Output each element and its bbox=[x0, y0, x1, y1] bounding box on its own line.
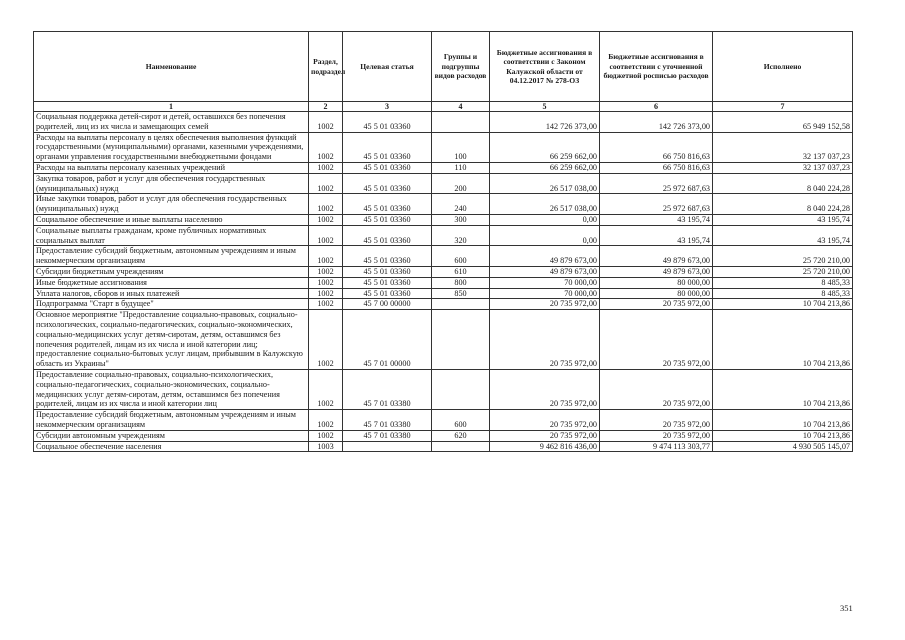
cell-sec: 1002 bbox=[309, 277, 343, 288]
table-row bbox=[34, 299, 853, 310]
cell-exec: 43 195,74 bbox=[713, 225, 853, 246]
cell-exec: 25 720 210,00 bbox=[713, 266, 853, 277]
header-exec: Исполнено bbox=[713, 32, 853, 102]
cell-exec: 8 040 224,28 bbox=[713, 173, 853, 194]
cell-name: Предоставление субсидий бюджетным, автономным учреждениям и иным некоммерческим организациям bbox=[34, 410, 309, 431]
cell-target: 45 5 01 03360 bbox=[343, 194, 432, 215]
cell-law: 142 726 373,00 bbox=[490, 112, 600, 133]
cell-sec: 1002 bbox=[309, 173, 343, 194]
col-number: 5 bbox=[490, 102, 600, 112]
cell-name: Уплата налогов, сборов и иных платежей bbox=[34, 288, 309, 299]
cell-sec: 1002 bbox=[309, 410, 343, 431]
cell-name: Иные закупки товаров, работ и услуг для обеспечения государственных (муниципальных) нужд bbox=[34, 194, 309, 215]
cell-law: 66 259 662,00 bbox=[490, 132, 600, 162]
table-row bbox=[34, 132, 853, 162]
cell-grp: 320 bbox=[432, 225, 490, 246]
cell-exec: 10 704 213,86 bbox=[713, 299, 853, 310]
table-row bbox=[34, 112, 853, 133]
header-section: Раздел, подраздел bbox=[309, 32, 343, 102]
cell-target: 45 5 01 03360 bbox=[343, 112, 432, 133]
cell-law: 70 000,00 bbox=[490, 288, 600, 299]
cell-target: 45 5 01 03360 bbox=[343, 246, 432, 267]
cell-law: 26 517 038,00 bbox=[490, 194, 600, 215]
cell-grp: 600 bbox=[432, 246, 490, 267]
cell-target bbox=[343, 441, 432, 452]
cell-grp: 850 bbox=[432, 288, 490, 299]
cell-target: 45 5 01 03360 bbox=[343, 288, 432, 299]
cell-exec: 8 485,33 bbox=[713, 288, 853, 299]
cell-target: 45 7 01 03380 bbox=[343, 430, 432, 441]
cell-name: Социальные выплаты гражданам, кроме публичных нормативных социальных выплат bbox=[34, 225, 309, 246]
table-row bbox=[34, 173, 853, 194]
col-number: 2 bbox=[309, 102, 343, 112]
cell-name: Расходы на выплаты персоналу в целях обеспечения выполнения функций государственными (муниципальными) органами, казенными учреждениями, органами управления государственными внебюджетными фондами bbox=[34, 132, 309, 162]
cell-refined: 43 195,74 bbox=[600, 214, 713, 225]
cell-sec: 1002 bbox=[309, 288, 343, 299]
cell-name: Закупка товаров, работ и услуг для обеспечения государственных (муниципальных) нужд bbox=[34, 173, 309, 194]
col-number: 4 bbox=[432, 102, 490, 112]
cell-exec: 65 949 152,58 bbox=[713, 112, 853, 133]
table-row bbox=[34, 410, 853, 431]
table-row bbox=[34, 246, 853, 267]
cell-exec: 25 720 210,00 bbox=[713, 246, 853, 267]
page-number: 351 bbox=[840, 603, 853, 613]
cell-exec: 10 704 213,86 bbox=[713, 430, 853, 441]
cell-refined: 142 726 373,00 bbox=[600, 112, 713, 133]
table-row bbox=[34, 266, 853, 277]
table-row bbox=[34, 194, 853, 215]
table-row bbox=[34, 369, 853, 409]
table-row bbox=[34, 441, 853, 452]
cell-grp bbox=[432, 369, 490, 409]
cell-target: 45 5 01 03360 bbox=[343, 266, 432, 277]
table-row bbox=[34, 162, 853, 173]
cell-law: 20 735 972,00 bbox=[490, 369, 600, 409]
cell-exec: 10 704 213,86 bbox=[713, 410, 853, 431]
header-refined: Бюджетные ассигнования в соответствии с уточненной бюджетной росписью расходов bbox=[600, 32, 713, 102]
cell-sec: 1002 bbox=[309, 266, 343, 277]
cell-law: 20 735 972,00 bbox=[490, 430, 600, 441]
cell-refined: 9 474 113 303,77 bbox=[600, 441, 713, 452]
cell-refined: 66 750 816,63 bbox=[600, 132, 713, 162]
cell-grp: 110 bbox=[432, 162, 490, 173]
cell-sec: 1002 bbox=[309, 225, 343, 246]
table-row bbox=[34, 225, 853, 246]
cell-grp: 300 bbox=[432, 214, 490, 225]
header-groups: Группы и подгруппы видов расходов bbox=[432, 32, 490, 102]
cell-law: 9 462 816 436,00 bbox=[490, 441, 600, 452]
cell-name: Субсидии бюджетным учреждениям bbox=[34, 266, 309, 277]
cell-name: Подпрограмма "Старт в будущее" bbox=[34, 299, 309, 310]
table-body bbox=[34, 112, 853, 452]
cell-law: 66 259 662,00 bbox=[490, 162, 600, 173]
cell-name: Предоставление субсидий бюджетным, автономным учреждениям и иным некоммерческим организациям bbox=[34, 246, 309, 267]
cell-grp: 610 bbox=[432, 266, 490, 277]
cell-grp bbox=[432, 310, 490, 370]
cell-target: 45 5 01 03360 bbox=[343, 173, 432, 194]
cell-sec: 1002 bbox=[309, 246, 343, 267]
cell-exec: 8 485,33 bbox=[713, 277, 853, 288]
cell-grp: 240 bbox=[432, 194, 490, 215]
cell-target: 45 7 00 00000 bbox=[343, 299, 432, 310]
cell-sec: 1002 bbox=[309, 132, 343, 162]
budget-table bbox=[33, 31, 853, 452]
cell-law: 20 735 972,00 bbox=[490, 299, 600, 310]
cell-refined: 25 972 687,63 bbox=[600, 194, 713, 215]
cell-exec: 10 704 213,86 bbox=[713, 369, 853, 409]
cell-target: 45 5 01 03360 bbox=[343, 214, 432, 225]
cell-refined: 49 879 673,00 bbox=[600, 246, 713, 267]
cell-name: Социальное обеспечение и иные выплаты населению bbox=[34, 214, 309, 225]
cell-law: 70 000,00 bbox=[490, 277, 600, 288]
table-row bbox=[34, 288, 853, 299]
cell-refined: 20 735 972,00 bbox=[600, 310, 713, 370]
cell-sec: 1002 bbox=[309, 214, 343, 225]
cell-target: 45 7 01 03380 bbox=[343, 369, 432, 409]
cell-refined: 43 195,74 bbox=[600, 225, 713, 246]
table-row bbox=[34, 214, 853, 225]
cell-grp: 600 bbox=[432, 410, 490, 431]
header-law: Бюджетные ассигнования в соответствии с Законом Калужской области от 04.12.2017 № 278-ОЗ bbox=[490, 32, 600, 102]
cell-exec: 10 704 213,86 bbox=[713, 310, 853, 370]
cell-refined: 80 000,00 bbox=[600, 288, 713, 299]
cell-grp: 100 bbox=[432, 132, 490, 162]
cell-refined: 20 735 972,00 bbox=[600, 430, 713, 441]
cell-sec: 1002 bbox=[309, 430, 343, 441]
cell-law: 49 879 673,00 bbox=[490, 266, 600, 277]
cell-name: Основное мероприятие "Предоставление социально-правовых, социально-психологических, социально-педагогических, социально-экономических, социально-медицинских услуг детям-сиротам, детям, оставшимся без попечения родителей, лицам из их числа и иной категории лиц; предоставление социально-бытовых услуг лицам, прибывшим в Калужскую область из Украины" bbox=[34, 310, 309, 370]
cell-sec: 1002 bbox=[309, 162, 343, 173]
cell-name: Предоставление социально-правовых, социально-психологических, социально-педагогических, социально-экономических, социально-медицинских услуг детям-сиротам, детям, оставшимся без попечения родителей, лицам из их числа и иной категории лиц bbox=[34, 369, 309, 409]
cell-law: 20 735 972,00 bbox=[490, 310, 600, 370]
col-number: 6 bbox=[600, 102, 713, 112]
cell-grp bbox=[432, 299, 490, 310]
cell-refined: 80 000,00 bbox=[600, 277, 713, 288]
cell-law: 20 735 972,00 bbox=[490, 410, 600, 431]
header-target: Целевая статья bbox=[343, 32, 432, 102]
cell-target: 45 7 01 03380 bbox=[343, 410, 432, 431]
cell-sec: 1002 bbox=[309, 112, 343, 133]
cell-law: 49 879 673,00 bbox=[490, 246, 600, 267]
table-row bbox=[34, 277, 853, 288]
cell-target: 45 5 01 03360 bbox=[343, 225, 432, 246]
cell-target: 45 5 01 03360 bbox=[343, 132, 432, 162]
cell-refined: 66 750 816,63 bbox=[600, 162, 713, 173]
cell-target: 45 5 01 03360 bbox=[343, 277, 432, 288]
cell-refined: 49 879 673,00 bbox=[600, 266, 713, 277]
cell-target: 45 5 01 03360 bbox=[343, 162, 432, 173]
table-row bbox=[34, 310, 853, 370]
table-row bbox=[34, 430, 853, 441]
cell-target: 45 7 01 00000 bbox=[343, 310, 432, 370]
cell-name: Субсидии автономным учреждениям bbox=[34, 430, 309, 441]
cell-sec: 1002 bbox=[309, 369, 343, 409]
cell-refined: 20 735 972,00 bbox=[600, 369, 713, 409]
cell-exec: 32 137 037,23 bbox=[713, 162, 853, 173]
cell-exec: 8 040 224,28 bbox=[713, 194, 853, 215]
col-number: 3 bbox=[343, 102, 432, 112]
cell-name: Социальная поддержка детей-сирот и детей, оставшихся без попечения родителей, лиц из их числа и замещающих семей bbox=[34, 112, 309, 133]
cell-name: Социальное обеспечение населения bbox=[34, 441, 309, 452]
cell-name: Иные бюджетные ассигнования bbox=[34, 277, 309, 288]
cell-exec: 32 137 037,23 bbox=[713, 132, 853, 162]
cell-exec: 4 930 505 145,07 bbox=[713, 441, 853, 452]
cell-refined: 20 735 972,00 bbox=[600, 410, 713, 431]
cell-grp: 200 bbox=[432, 173, 490, 194]
cell-refined: 20 735 972,00 bbox=[600, 299, 713, 310]
cell-law: 26 517 038,00 bbox=[490, 173, 600, 194]
col-number: 7 bbox=[713, 102, 853, 112]
cell-name: Расходы на выплаты персоналу казенных учреждений bbox=[34, 162, 309, 173]
header-name: Наименование bbox=[34, 32, 309, 102]
cell-grp bbox=[432, 112, 490, 133]
cell-law: 0,00 bbox=[490, 225, 600, 246]
cell-exec: 43 195,74 bbox=[713, 214, 853, 225]
cell-sec: 1003 bbox=[309, 441, 343, 452]
cell-refined: 25 972 687,63 bbox=[600, 173, 713, 194]
cell-sec: 1002 bbox=[309, 310, 343, 370]
cell-grp bbox=[432, 441, 490, 452]
col-number: 1 bbox=[34, 102, 309, 112]
cell-law: 0,00 bbox=[490, 214, 600, 225]
cell-sec: 1002 bbox=[309, 299, 343, 310]
cell-sec: 1002 bbox=[309, 194, 343, 215]
cell-grp: 620 bbox=[432, 430, 490, 441]
cell-grp: 800 bbox=[432, 277, 490, 288]
